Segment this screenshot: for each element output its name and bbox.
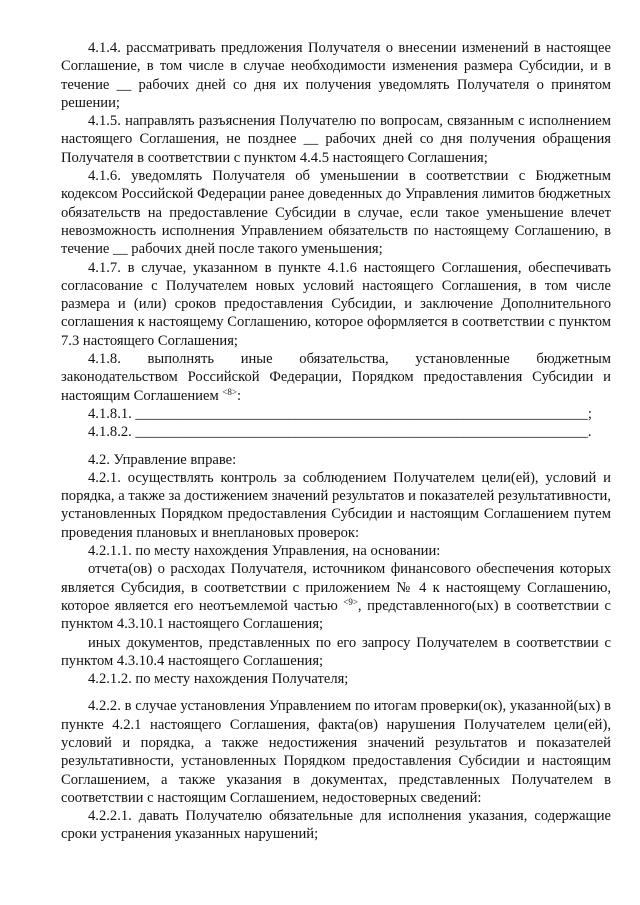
clause-4-1-4 [61,39,611,112]
clause-4-1-8-1 [61,405,611,423]
clause-text-after: : [237,387,242,404]
document-page [61,39,611,844]
clause-text: 4.1.8.2. ______________________________________________________________. [88,424,592,441]
clause-4-2-2 [61,697,611,807]
section-gap [61,442,611,451]
clause-text: 4.1.4. рассматривать предложения Получателя о внесении изменений в настоящее Соглашение, в том числе в случае необходимости изменения размера Субсидии, и в течение __ рабочих дней со дня их получения уведомлять Получателя о принятом решении; [61,40,611,111]
clause-4-1-5 [61,112,611,167]
clause-4-1-6 [61,167,611,258]
clause-text: 4.2. Управление вправе: [88,451,237,468]
clause-4-2-1-1 [61,542,611,560]
clause-4-2 [61,451,611,469]
clause-4-1-8-2 [61,423,611,441]
clause-text: 4.2.1.2. по месту нахождения Получателя; [88,671,349,688]
clause-text: 4.2.2.1. давать Получателю обязательные для исполнения указания, содержащие сроки устранения указанных нарушений; [61,808,611,843]
clause-4-1-7 [61,259,611,350]
clause-text: 4.1.6. уведомлять Получателя об уменьшении в соответствии с Бюджетным кодексом Российской Федерации ранее доведенных до Управления лимитов бюджетных обязательств на предоставление Субсидии в случае, если такое уменьшение влечет невозможность исполнения Управлением обязательств по настоящему Соглашению, в течение __ рабочих дней после такого уменьшения; [61,168,611,258]
clause-text: 4.2.1.1. по месту нахождения Управления, на основании: [88,543,441,560]
clause-4-2-2-1 [61,807,611,844]
clause-text: 4.2.2. в случае установления Управлением по итогам проверки(ок), указанной(ых) в пункте 4.2.1 настоящего Соглашения, факта(ов) нарушения Получателем цели(ей), условий и порядка, а также недостижения значений результатов и показателей результативности, установленных Порядком предоставления Субсидии и настоящим Соглашением, а также указания в документах, представленных Получателем в соответствии с настоящим Соглашением, недостоверных сведений: [61,698,611,806]
clause-4-2-1 [61,469,611,542]
clause-other-documents [61,634,611,671]
clause-report [61,560,611,633]
footnote-ref[interactable]: <8> [222,386,237,397]
clause-text-after: , представленного(ых) в соответствии с пунктом 4.3.10.1 настоящего Соглашения; [61,597,611,633]
clause-text: 4.2.1. осуществлять контроль за соблюдением Получателем цели(ей), условий и порядка, а также за достижением значений результатов и показателей результативности, установленных Порядком предоставления Субсидии и настоящим Соглашением путем проведения плановых и внеплановых проверок: [61,469,611,541]
clause-4-1-8 [61,350,611,405]
footnote-ref[interactable]: <9> [343,596,358,607]
clause-text: 4.1.8. выполнять иные обязательства, установленные бюджетным законодательством Российской Федерации, Порядком предоставления Субсидии и настоящим Соглашением [61,351,611,404]
clause-text: 4.1.5. направлять разъяснения Получателю по вопросам, связанным с исполнением настоящего Соглашения, не позднее __ рабочих дней со дня получения обращения Получателя в соответствии с пунктом 4.4.5 настоящего Соглашения; [61,113,611,166]
clause-text: отчета(ов) о расходах Получателя, источником финансового обеспечения которых является Субсидия, в соответствии с приложением № 4 к настоящему Соглашению, которое является его неотъемлемой частью [61,561,611,614]
clause-4-2-1-2 [61,670,611,688]
clause-text: иных документов, представленных по его запросу Получателем в соответствии с пунктом 4.3.10.4 настоящего Соглашения; [61,634,611,669]
section-gap [61,688,611,697]
clause-text: 4.1.8.1. ______________________________________________________________; [88,405,592,422]
clause-text: 4.1.7. в случае, указанном в пункте 4.1.6 настоящего Соглашения, обеспечивать согласование с Получателем новых условий настоящего Соглашения, в том числе размера и (или) сроков предоставления Субсидии, и заключение Дополнительного соглашения к настоящему Соглашению, которое оформляется в соответствии с пунктом 7.3 настоящего Соглашения; [61,259,611,349]
